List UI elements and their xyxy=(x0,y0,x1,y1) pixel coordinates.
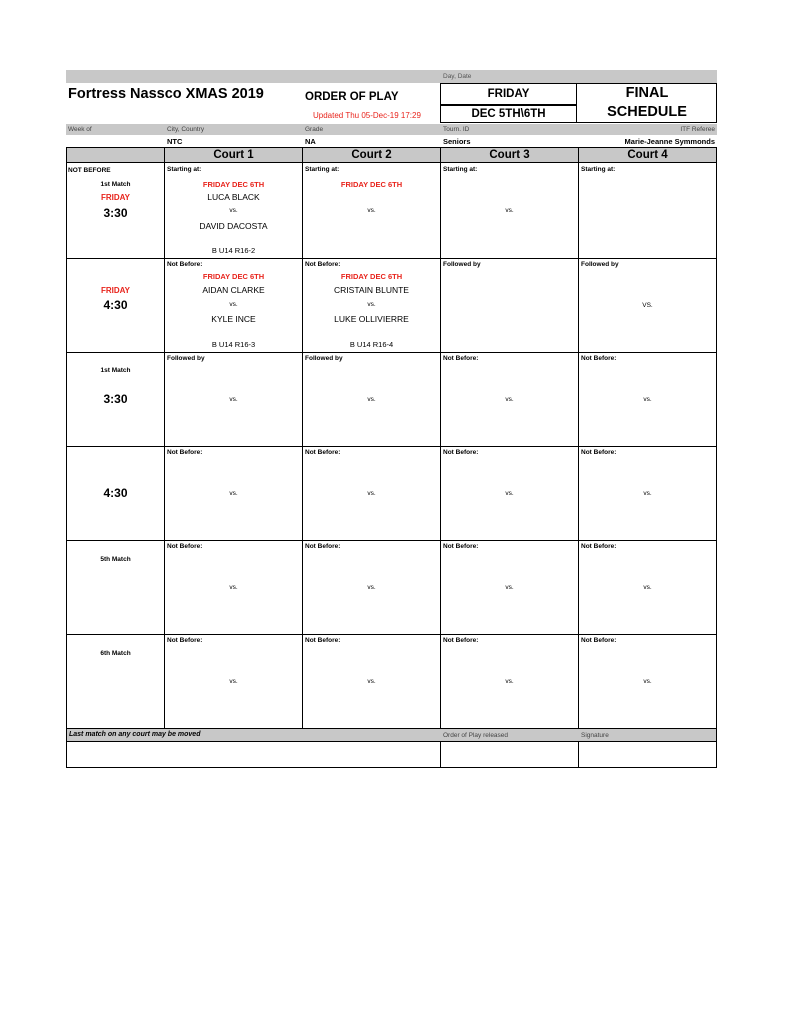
footer-note: Last match on any court may be moved xyxy=(69,731,201,738)
r3c1-label: Followed by xyxy=(167,355,205,362)
r3c2-label: Followed by xyxy=(305,355,343,362)
r3c4-vs: vs. xyxy=(643,396,652,403)
r1c3-label: Starting at: xyxy=(443,166,478,173)
r2c2-player1: CRISTAIN BLUNTE xyxy=(334,285,409,295)
row3-match-label: 1st Match xyxy=(100,367,131,374)
grid-vline-4 xyxy=(578,147,579,768)
r2c1-player2: KYLE INCE xyxy=(211,314,256,324)
court-3-header: Court 3 xyxy=(489,149,530,161)
court-2-header: Court 2 xyxy=(351,149,392,161)
r2c1-match-code: B U14 R16-3 xyxy=(211,340,256,349)
row1-match-label: 1st Match xyxy=(100,181,131,188)
r4c4-vs: vs. xyxy=(643,490,652,497)
itf-referee-label: ITF Referee xyxy=(680,126,715,133)
row1-not-before: NOT BEFORE xyxy=(68,167,111,174)
r3c2-vs: vs. xyxy=(367,396,376,403)
r6c3-label: Not Before: xyxy=(443,637,479,644)
row2-time: 4:30 xyxy=(103,298,128,312)
r2c2-label: Not Before: xyxy=(305,261,341,268)
grid-hline-4 xyxy=(66,540,717,541)
r1c3-vs: vs. xyxy=(505,207,514,214)
r1c1-match-code: B U14 R16-2 xyxy=(211,246,256,255)
r2c1-label: Not Before: xyxy=(167,261,203,268)
row3-time: 3:30 xyxy=(103,392,128,406)
r1c1-player2: DAVID DACOSTA xyxy=(199,221,268,231)
row1-day: FRIDAY xyxy=(100,193,131,202)
r1c1-label: Starting at: xyxy=(167,166,202,173)
r6c1-label: Not Before: xyxy=(167,637,203,644)
r1c2-vs: vs. xyxy=(367,207,376,214)
week-of-label: Week of xyxy=(68,126,92,133)
r6c4-label: Not Before: xyxy=(581,637,617,644)
grid-hline-1 xyxy=(66,258,717,259)
r4c3-label: Not Before: xyxy=(443,449,479,456)
r2c2-player2: LUKE OLLIVIERRE xyxy=(334,314,409,324)
grid-vline-1 xyxy=(164,147,165,728)
day-date-label: Day, Date xyxy=(443,73,472,80)
r5c4-vs: vs. xyxy=(643,584,652,591)
r2c1-vs: vs. xyxy=(229,301,238,308)
grid-vline-3 xyxy=(440,147,441,768)
r6c1-vs: vs. xyxy=(229,678,238,685)
r1c1-date: FRIDAY DEC 6TH xyxy=(202,180,265,189)
r1c2-date: FRIDAY DEC 6TH xyxy=(340,180,403,189)
r5c2-vs: vs. xyxy=(367,584,376,591)
r4c1-vs: vs. xyxy=(229,490,238,497)
r3c1-vs: vs. xyxy=(229,396,238,403)
day-date-divider xyxy=(440,104,577,106)
r6c2-label: Not Before: xyxy=(305,637,341,644)
r5c3-label: Not Before: xyxy=(443,543,479,550)
row2-day: FRIDAY xyxy=(100,286,131,295)
tournament-title: Fortress Nassco XMAS 2019 xyxy=(68,86,264,102)
r5c3-vs: vs. xyxy=(505,584,514,591)
day-value: FRIDAY xyxy=(487,88,530,100)
r3c3-vs: vs. xyxy=(505,396,514,403)
r5c1-label: Not Before: xyxy=(167,543,203,550)
grade-value: NA xyxy=(305,137,316,146)
court-1-header: Court 1 xyxy=(213,149,254,161)
row4-time: 4:30 xyxy=(103,486,128,500)
r4c1-label: Not Before: xyxy=(167,449,203,456)
schedule-label: SCHEDULE xyxy=(607,104,687,120)
r1c4-label: Starting at: xyxy=(581,166,616,173)
r1c1-player1: LUCA BLACK xyxy=(207,192,260,202)
r2c4-label: Followed by xyxy=(581,261,619,268)
grid-vline-2 xyxy=(302,147,303,728)
grid-hline-5 xyxy=(66,634,717,635)
r6c3-vs: vs. xyxy=(505,678,514,685)
tourn-id-label: Tourn. ID xyxy=(443,126,470,133)
released-label: Order of Play released xyxy=(443,732,509,739)
r5c1-vs: vs. xyxy=(229,584,238,591)
grid-hline-3 xyxy=(66,446,717,447)
referee-value: Marie-Jeanne Symmonds xyxy=(624,137,715,146)
city-country-label: City, Country xyxy=(167,126,205,133)
final-label: FINAL xyxy=(625,85,669,101)
r3c3-label: Not Before: xyxy=(443,355,479,362)
r2c3-label: Followed by xyxy=(443,261,481,268)
grid-hline-2 xyxy=(66,352,717,353)
r2c2-vs: vs. xyxy=(367,301,376,308)
order-of-play-title: ORDER OF PLAY xyxy=(305,91,399,103)
r4c4-label: Not Before: xyxy=(581,449,617,456)
r3c4-label: Not Before: xyxy=(581,355,617,362)
signature-label: Signature xyxy=(581,732,609,739)
r2c2-date: FRIDAY DEC 6TH xyxy=(340,272,403,281)
city-value: NTC xyxy=(167,137,183,146)
r6c4-vs: vs. xyxy=(643,678,652,685)
updated-timestamp: Updated Thu 05-Dec-19 17:29 xyxy=(313,111,421,120)
r2c1-player1: AIDAN CLARKE xyxy=(202,285,265,295)
tourn-id-value: Seniors xyxy=(443,137,471,146)
row5-match-label: 5th Match xyxy=(100,556,131,563)
r5c2-label: Not Before: xyxy=(305,543,341,550)
r1c2-label: Starting at: xyxy=(305,166,340,173)
row1-time: 3:30 xyxy=(103,206,128,220)
r4c2-vs: vs. xyxy=(367,490,376,497)
grid-hline-header xyxy=(66,162,717,163)
r4c2-label: Not Before: xyxy=(305,449,341,456)
row6-match-label: 6th Match xyxy=(100,650,131,657)
court-4-header: Court 4 xyxy=(627,149,668,161)
r4c3-vs: vs. xyxy=(505,490,514,497)
grade-label: Grade xyxy=(305,126,324,133)
r2c4-vs: VS. xyxy=(642,302,653,309)
r1c1-vs: vs. xyxy=(229,207,238,214)
r6c2-vs: vs. xyxy=(367,678,376,685)
top-gray-bar xyxy=(66,70,717,83)
footer-hline xyxy=(66,741,717,742)
r2c1-date: FRIDAY DEC 6TH xyxy=(202,272,265,281)
r5c4-label: Not Before: xyxy=(581,543,617,550)
r2c2-match-code: B U14 R16-4 xyxy=(349,340,394,349)
dates-value: DEC 5TH\6TH xyxy=(471,108,546,120)
